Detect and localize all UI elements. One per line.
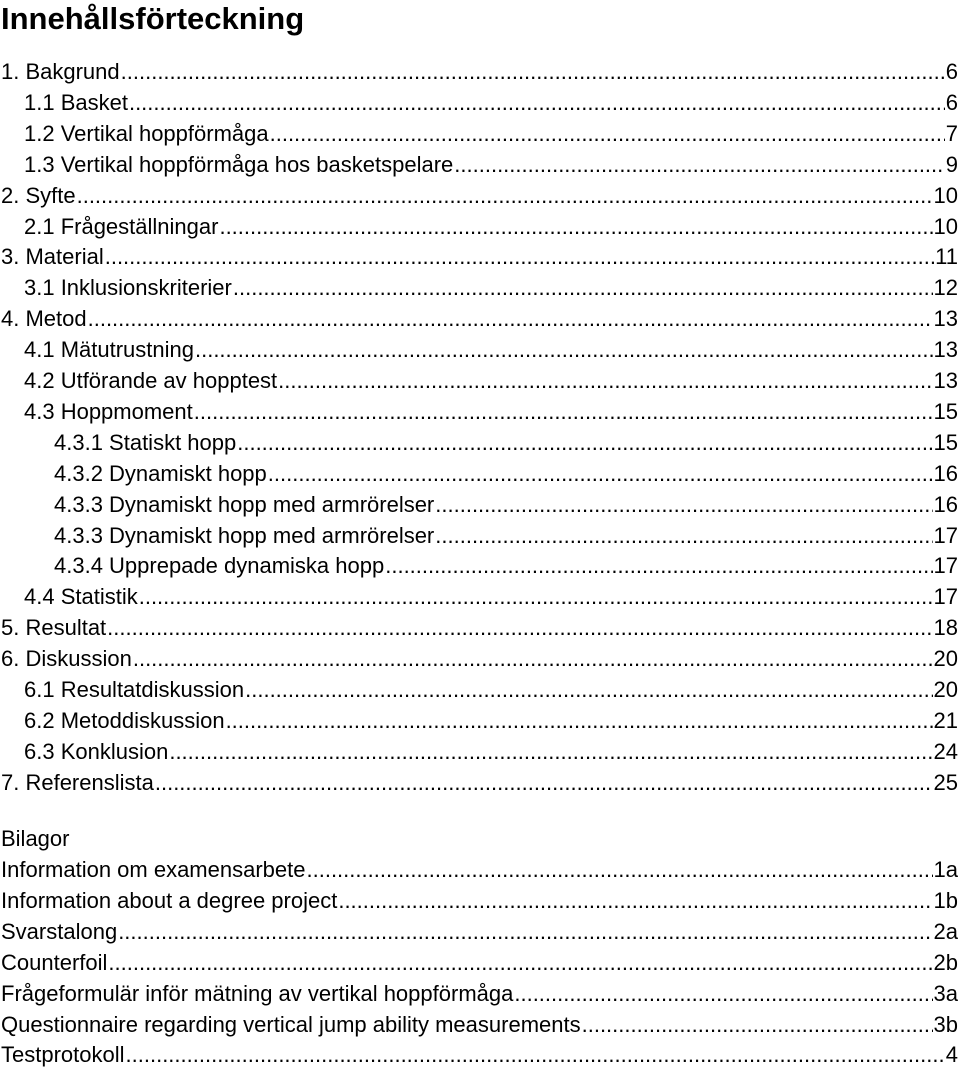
appendix-entry-label: Information about a degree project xyxy=(1,888,338,913)
toc-entry-label: 4.4 Statistik xyxy=(24,584,138,609)
dot-leader xyxy=(105,242,934,272)
dot-leader xyxy=(77,181,933,211)
toc-entry-label: 1. Bakgrund xyxy=(1,59,120,84)
appendix-entry-label: Information om examensarbete xyxy=(1,857,306,882)
page-title: Innehållsförteckning xyxy=(1,1,305,36)
appendix-entry-page-number: 1b xyxy=(933,888,958,913)
appendix-entry[interactable] xyxy=(1,1010,958,1040)
appendix-entry-label: Frågeformulär inför mätning av vertikal hoppförmåga xyxy=(1,981,514,1006)
toc-entry-label: 2. Syfte xyxy=(1,183,76,208)
dot-leader xyxy=(435,490,932,520)
toc-entry-page-number: 10 xyxy=(933,183,958,208)
toc-entry-label: 6. Diskussion xyxy=(1,646,132,671)
dot-leader xyxy=(88,304,933,334)
appendix-entry-page-number: 3b xyxy=(933,1012,958,1037)
toc-entry-page-number: 12 xyxy=(933,275,958,300)
dot-leader xyxy=(219,212,932,242)
appendix-entry[interactable] xyxy=(1,855,958,885)
toc-entry-page-number: 21 xyxy=(933,708,958,733)
dot-leader xyxy=(195,335,933,365)
dot-leader xyxy=(139,582,933,612)
toc-entry[interactable] xyxy=(24,366,958,396)
dot-leader xyxy=(307,855,933,885)
appendix-entry-page-number: 4 xyxy=(945,1042,958,1067)
toc-entry-label: 5. Resultat xyxy=(1,615,107,640)
toc-entry[interactable] xyxy=(54,521,958,551)
toc-entry-page-number: 20 xyxy=(933,677,958,702)
toc-entry-page-number: 13 xyxy=(933,337,958,362)
toc-entry[interactable] xyxy=(24,737,958,767)
toc-entry-label: 6.2 Metoddiskussion xyxy=(24,708,225,733)
toc-entry[interactable] xyxy=(24,212,958,242)
toc-entry-page-number: 17 xyxy=(933,584,958,609)
dot-leader xyxy=(435,521,932,551)
toc-entry[interactable] xyxy=(24,397,958,427)
toc-entry-page-number: 9 xyxy=(945,152,958,177)
toc-entry-label: 4.3.4 Upprepade dynamiska hopp xyxy=(54,553,385,578)
appendix-entry-label: Testprotokoll xyxy=(1,1042,125,1067)
toc-entry-label: 3.1 Inklusionskriterier xyxy=(24,275,232,300)
toc-entry[interactable] xyxy=(24,706,958,736)
dot-leader xyxy=(107,613,932,643)
dot-leader xyxy=(233,273,933,303)
dot-leader xyxy=(385,551,932,581)
toc-entry[interactable] xyxy=(1,304,958,334)
toc-entry-page-number: 6 xyxy=(945,59,958,84)
appendix-entry[interactable] xyxy=(1,917,958,947)
dot-leader xyxy=(582,1010,933,1040)
dot-leader xyxy=(126,1040,945,1070)
toc-entry-page-number: 13 xyxy=(933,368,958,393)
toc-entry[interactable] xyxy=(24,150,958,180)
dot-leader xyxy=(133,644,933,674)
toc-entry[interactable] xyxy=(24,119,958,149)
appendix-entry-label: Counterfoil xyxy=(1,950,108,975)
toc-entry-label: 4.2 Utförande av hopptest xyxy=(24,368,278,393)
toc-entry[interactable] xyxy=(24,273,958,303)
dot-leader xyxy=(155,768,933,798)
toc-entry-label: 4.3.3 Dynamiskt hopp med armrörelser xyxy=(54,492,435,517)
appendix-entry-label: Questionnaire regarding vertical jump ability measurements xyxy=(1,1012,581,1037)
appendix-entry-page-number: 3a xyxy=(933,981,958,1006)
toc-entry[interactable] xyxy=(1,57,958,87)
toc-entry[interactable] xyxy=(54,459,958,489)
toc-entry-label: 1.2 Vertikal hoppförmåga xyxy=(24,121,269,146)
appendix-entry-page-number: 2b xyxy=(933,950,958,975)
toc-entry[interactable] xyxy=(24,675,958,705)
toc-entry-page-number: 11 xyxy=(935,244,958,269)
toc-entry-label: 4.3 Hoppmoment xyxy=(24,399,193,424)
dot-leader xyxy=(121,57,945,87)
dot-leader xyxy=(338,886,932,916)
toc-entry-page-number: 20 xyxy=(933,646,958,671)
toc-entry-page-number: 16 xyxy=(933,492,958,517)
toc-entry[interactable] xyxy=(24,335,958,365)
dot-leader xyxy=(129,88,945,118)
toc-entry-label: 4.3.3 Dynamiskt hopp med armrörelser xyxy=(54,523,435,548)
dot-leader xyxy=(270,119,945,149)
dot-leader xyxy=(454,150,944,180)
appendix-entry[interactable] xyxy=(1,979,958,1009)
toc-entry-page-number: 7 xyxy=(945,121,958,146)
appendix-heading: Bilagor xyxy=(1,826,70,851)
appendix-entry-page-number: 2a xyxy=(933,919,958,944)
dot-leader xyxy=(237,428,932,458)
toc-entry-page-number: 24 xyxy=(933,739,958,764)
toc-entry-page-number: 16 xyxy=(933,461,958,486)
toc-entry[interactable] xyxy=(1,242,958,272)
dot-leader xyxy=(108,948,932,978)
appendix-entry-page-number: 1a xyxy=(933,857,958,882)
toc-entry[interactable] xyxy=(1,181,958,211)
toc-entry-label: 3. Material xyxy=(1,244,104,269)
toc-entry-page-number: 15 xyxy=(933,430,958,455)
dot-leader xyxy=(278,366,932,396)
appendix-entry[interactable] xyxy=(1,1040,958,1070)
toc-entry[interactable] xyxy=(54,428,958,458)
toc-entry[interactable] xyxy=(54,551,958,581)
toc-entry[interactable] xyxy=(54,490,958,520)
dot-leader xyxy=(118,917,932,947)
dot-leader xyxy=(514,979,932,1009)
toc-entry-page-number: 6 xyxy=(945,90,958,115)
toc-entry-page-number: 13 xyxy=(933,306,958,331)
dot-leader xyxy=(268,459,933,489)
toc-entry[interactable] xyxy=(1,768,958,798)
toc-entry-page-number: 10 xyxy=(933,214,958,239)
toc-entry-label: 6.1 Resultatdiskussion xyxy=(24,677,245,702)
toc-entry-page-number: 18 xyxy=(933,615,958,640)
toc-entry-page-number: 25 xyxy=(933,770,958,795)
toc-entry-label: 4.3.1 Statiskt hopp xyxy=(54,430,237,455)
toc-entry[interactable] xyxy=(24,88,958,118)
dot-leader xyxy=(226,706,933,736)
toc-entry-label: 4. Metod xyxy=(1,306,87,331)
dot-leader xyxy=(245,675,932,705)
toc-entry-label: 2.1 Frågeställningar xyxy=(24,214,219,239)
toc-entry[interactable] xyxy=(24,582,958,612)
toc-entry-label: 1.1 Basket xyxy=(24,90,128,115)
toc-entry[interactable] xyxy=(1,644,958,674)
appendix-entry[interactable] xyxy=(1,948,958,978)
toc-entry-label: 6.3 Konklusion xyxy=(24,739,169,764)
toc-entry-page-number: 17 xyxy=(933,553,958,578)
dot-leader xyxy=(169,737,932,767)
toc-entry[interactable] xyxy=(1,613,958,643)
toc-entry-label: 1.3 Vertikal hoppförmåga hos basketspelare xyxy=(24,152,454,177)
dot-leader xyxy=(194,397,933,427)
appendix-entry[interactable] xyxy=(1,886,958,916)
toc-entry-label: 7. Referenslista xyxy=(1,770,154,795)
toc-entry-label: 4.1 Mätutrustning xyxy=(24,337,194,362)
toc-entry-page-number: 17 xyxy=(933,523,958,548)
toc-entry-label: 4.3.2 Dynamiskt hopp xyxy=(54,461,267,486)
toc-entry-page-number: 15 xyxy=(933,399,958,424)
appendix-entry-label: Svarstalong xyxy=(1,919,118,944)
